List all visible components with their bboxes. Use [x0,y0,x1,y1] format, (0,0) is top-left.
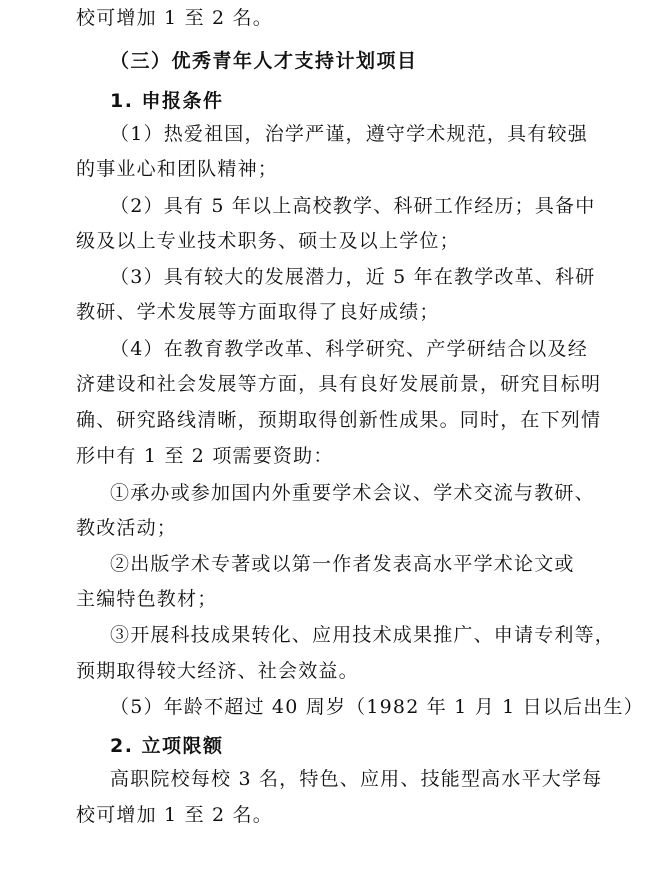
condition-1-line-2: 的事业心和团队精神； [76,158,279,180]
subsection-heading-conditions: 1. 申报条件 [110,90,224,112]
quota-line-1: 高职院校每校 3 名，特色、应用、技能型高水平大学每 [110,768,603,790]
sub-item-3-line-1: ③开展科技成果转化、应用技术成果推广、申请专利等， [110,624,616,646]
condition-1-line-1: （1）热爱祖国，治学严谨，遵守学术规范，具有较强 [110,123,588,145]
sub-item-2-line-2: 主编特色教材； [76,588,218,610]
sub-item-1-line-1: ①承办或参加国内外重要学术会议、学术交流与教研、 [110,482,595,504]
continuation-text: 校可增加 1 至 2 名。 [76,7,273,29]
condition-5: （5）年龄不超过 40 周岁（1982 年 1 月 1 日以后出生） [110,696,644,718]
condition-4-line-2: 济建设和社会发展等方面，具有良好发展前景，研究目标明 [76,373,602,395]
condition-3-line-1: （3）具有较大的发展潜力，近 5 年在教学改革、科研 [110,266,596,288]
condition-2-line-1: （2）具有 5 年以上高校教学、科研工作经历；具备中 [110,195,596,217]
sub-item-1-line-2: 教改活动； [76,517,178,539]
section-heading: （三）优秀青年人才支持计划项目 [110,50,418,72]
quota-line-2: 校可增加 1 至 2 名。 [76,804,273,826]
sub-item-2-line-1: ②出版学术专著或以第一作者发表高水平学术论文或 [110,553,575,575]
condition-4-line-1: （4）在教育教学改革、科学研究、产学研结合以及经 [110,338,588,360]
condition-4-line-4: 形中有 1 至 2 项需要资助： [76,445,334,467]
condition-3-line-2: 教研、学术发展等方面取得了良好成绩； [76,301,440,323]
condition-2-line-2: 级及以上专业技术职务、硕士及以上学位； [76,230,460,252]
subsection-heading-quota: 2. 立项限额 [110,735,224,757]
sub-item-3-line-2: 预期取得较大经济、社会效益。 [76,660,359,682]
condition-4-line-3: 确、研究路线清晰，预期取得创新性成果。同时，在下列情 [76,409,602,431]
